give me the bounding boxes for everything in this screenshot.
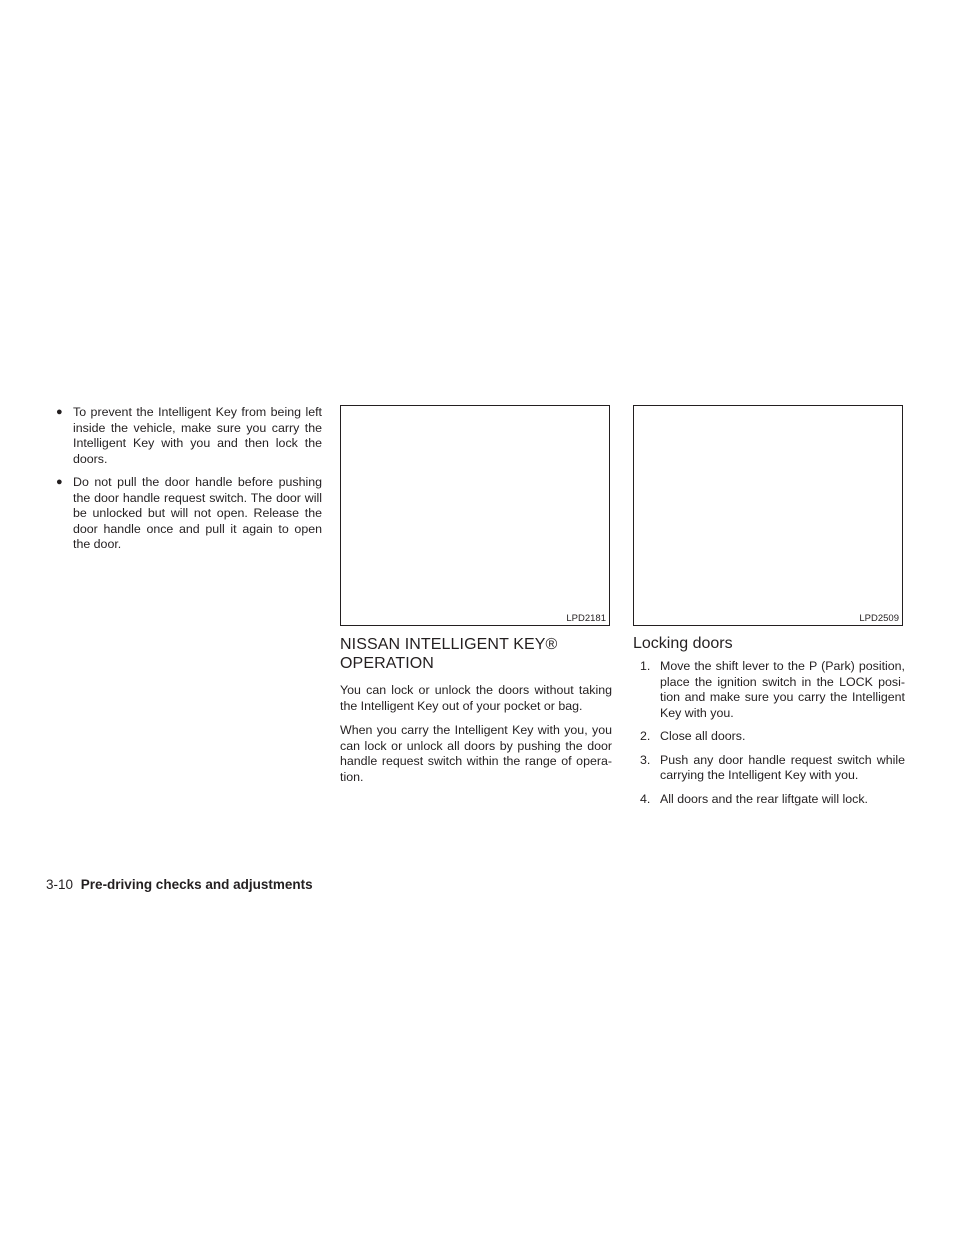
bullet-text: Do not pull the door handle before pushing the door handle request switch. The door will be unlocked but will not open. Release the door handle once and pull it again to open the door. [73, 475, 322, 551]
illustration-frame [633, 405, 903, 626]
subsection-heading: Locking doors [633, 635, 733, 652]
bullet-text: To prevent the Intelligent Key from being left inside the vehicle, make sure you carry the Intelligent Key with you and then lock the doors. [73, 405, 322, 466]
step-item [633, 729, 905, 745]
caution-bullet-list [46, 405, 322, 553]
bullet-icon: ● [56, 476, 63, 488]
step-text: Move the shift lever to the P (Park) position, place the ignition switch in the LOCK posi-tion and make sure you carry the Intelligent Key with you. [660, 659, 905, 720]
body-paragraph: When you carry the Intelligent Key with you, you can lock or unlock all doors by pushing the door handle request switch within the range of opera-tion. [340, 723, 612, 784]
step-text: Push any door handle request switch while carrying the Intelligent Key with you. [660, 752, 905, 782]
bullet-item [46, 475, 322, 553]
page-footer [46, 877, 313, 893]
right-column [633, 405, 905, 815]
step-text: Close all doors. [660, 729, 746, 743]
illustration-frame [340, 405, 610, 626]
step-item [633, 659, 905, 721]
left-column [46, 405, 322, 561]
middle-column [340, 405, 612, 785]
step-number: 4. [640, 791, 651, 806]
section-heading: NISSAN INTELLIGENT KEY® OPERATION [340, 636, 558, 672]
step-text: All doors and the rear liftgate will lock. [660, 791, 868, 806]
bullet-icon: ● [56, 406, 63, 418]
figure-code: LPD2181 [566, 613, 606, 624]
bullet-item [46, 405, 322, 467]
chapter-title: Pre-driving checks and adjustments [80, 877, 313, 892]
step-item [633, 753, 905, 784]
figure-code: LPD2509 [859, 613, 899, 624]
step-number: 2. [640, 729, 651, 743]
body-paragraph: You can lock or unlock the doors without taking the Intelligent Key out of your pocket or bag. [340, 683, 612, 713]
page-number: 3-10 [46, 877, 74, 892]
step-item [633, 792, 905, 808]
steps-list [633, 659, 905, 807]
step-number: 1. [640, 659, 651, 673]
step-number: 3. [640, 752, 651, 767]
